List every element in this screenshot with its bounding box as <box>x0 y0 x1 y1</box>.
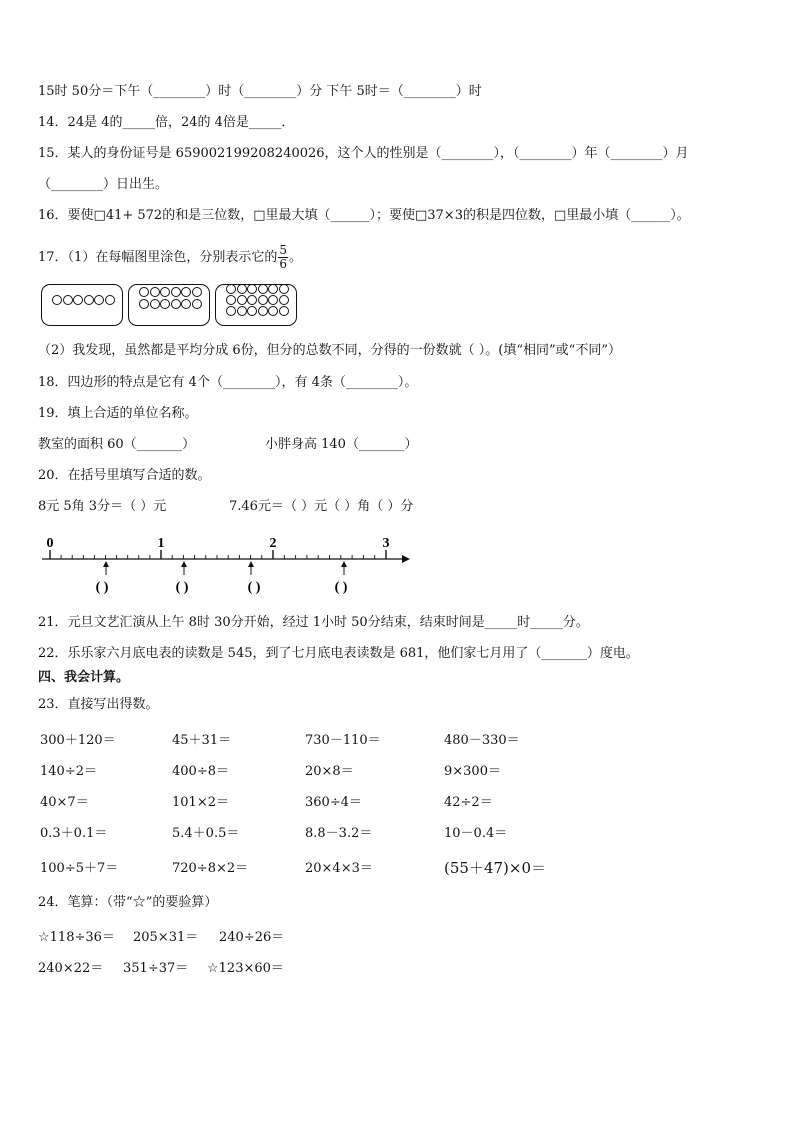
number-line <box>36 530 416 598</box>
circle[interactable] <box>192 299 202 309</box>
written-problem[interactable]: 351÷37＝ <box>123 961 189 976</box>
circle[interactable] <box>52 295 62 305</box>
q19-classroom-area: 教室的面积 60（_______） <box>38 437 196 452</box>
mental-problem[interactable]: 300＋120＝ <box>40 733 116 748</box>
circle[interactable] <box>247 295 257 305</box>
mental-problem[interactable]: 20×4×3＝ <box>305 861 373 876</box>
q17-part1-end: 。 <box>288 250 302 265</box>
q19-height: 小胖身高 140（_______） <box>265 437 418 452</box>
circle[interactable] <box>181 299 191 309</box>
mental-problem[interactable]: 8.8－3.2＝ <box>305 826 373 841</box>
written-problem[interactable]: 240÷26＝ <box>219 930 285 945</box>
nl-arrow-1 <box>103 561 109 575</box>
mental-problem[interactable]: 42÷2＝ <box>444 795 493 810</box>
circle[interactable] <box>105 295 115 305</box>
circle[interactable] <box>247 284 257 294</box>
mental-problem[interactable]: 360÷4＝ <box>305 795 362 810</box>
circle[interactable] <box>226 284 236 294</box>
nl-blank-1[interactable]: ( ) <box>95 580 109 595</box>
mental-problem[interactable]: 45＋31＝ <box>172 733 232 748</box>
mental-problem[interactable]: 100÷5＋7＝ <box>40 861 119 876</box>
q23: 23．直接写出得数。 <box>38 697 159 712</box>
circle[interactable] <box>268 284 278 294</box>
q14: 14．24是 4的_____倍，24的 4倍是_____． <box>38 115 295 130</box>
circle[interactable] <box>192 287 202 297</box>
fraction-numerator: 5 <box>279 243 287 257</box>
mental-problem[interactable]: 5.4＋0.5＝ <box>172 826 240 841</box>
circle[interactable] <box>258 306 268 316</box>
circle[interactable] <box>268 295 278 305</box>
written-problem[interactable]: 240×22＝ <box>38 961 104 976</box>
q19: 19．填上合适的单位名称。 <box>38 406 198 421</box>
section-4-heading: 四、我会计算。 <box>38 670 130 685</box>
written-problem[interactable]: ☆123×60＝ <box>207 961 284 976</box>
nl-blank-3[interactable]: ( ) <box>247 580 261 595</box>
q20-money-b: 7.46元＝（ ）元（ ）角（ ）分 <box>229 499 414 514</box>
q15-line1: 15．某人的身份证号是 659002199208240026，这个人的性别是（________），（________）年（________）月 <box>38 146 689 161</box>
circle[interactable] <box>237 306 247 316</box>
fraction-five-sixths <box>278 244 288 271</box>
circle[interactable] <box>171 287 181 297</box>
circle[interactable] <box>150 287 160 297</box>
circle[interactable] <box>247 306 257 316</box>
written-problem[interactable]: 205×31＝ <box>133 930 199 945</box>
q17-part1-text: 17．（1）在每幅图里涂色，分别表示它的 <box>38 250 278 265</box>
circle[interactable] <box>73 295 83 305</box>
mental-problem[interactable]: 480－330＝ <box>444 733 520 748</box>
nl-arrow-2 <box>181 561 187 575</box>
nl-blank-4[interactable]: ( ) <box>334 580 348 595</box>
nl-label-3: 3 <box>382 536 390 551</box>
mental-problem[interactable]: 101×2＝ <box>172 795 229 810</box>
circle[interactable] <box>94 295 104 305</box>
nl-label-2: 2 <box>269 536 277 551</box>
q18: 18．四边形的特点是它有 4个（________），有 4条（________）。 <box>38 375 418 390</box>
q13-time-conversion: 15时 50分＝下午（________）时（________）分 下午 5时＝（________）时 <box>38 84 482 99</box>
circle[interactable] <box>171 299 181 309</box>
circle[interactable] <box>139 299 149 309</box>
nl-arrow-3 <box>248 561 254 575</box>
circle-box-1[interactable] <box>41 284 123 326</box>
q24: 24．笔算：（带“☆”的要验算） <box>38 895 218 910</box>
mental-problem[interactable]: 140÷2＝ <box>40 764 97 779</box>
mental-problem[interactable]: 9×300＝ <box>444 764 501 779</box>
mental-problem[interactable]: 40×7＝ <box>40 795 89 810</box>
number-line-arrow <box>402 555 410 563</box>
mental-problem[interactable]: 0.3＋0.1＝ <box>40 826 108 841</box>
circle[interactable] <box>160 287 170 297</box>
mental-problem[interactable]: 20×8＝ <box>305 764 354 779</box>
circle[interactable] <box>139 287 149 297</box>
circle[interactable] <box>150 299 160 309</box>
q17-part1 <box>38 244 302 271</box>
circle[interactable] <box>84 295 94 305</box>
nl-arrow-4 <box>341 561 347 575</box>
written-problem[interactable]: ☆118÷36＝ <box>38 930 115 945</box>
q22: 22．乐乐家六月底电表的读数是 545，到了七月底电表读数是 681，他们家七月用了（_______）度电。 <box>38 646 639 661</box>
mental-problem[interactable]: 10－0.4＝ <box>444 826 508 841</box>
tick-group <box>50 550 386 559</box>
q16: 16．要使□41+ 572的和是三位数，□里最大填（______）；要使□37×3的积是四位数，□里最小填（______）。 <box>38 208 690 223</box>
circle[interactable] <box>279 306 289 316</box>
circle[interactable] <box>258 295 268 305</box>
circle[interactable] <box>268 306 278 316</box>
fraction-denominator: 6 <box>279 257 287 271</box>
mental-problem[interactable]: 720÷8×2＝ <box>172 861 249 876</box>
q20-money-a: 8元 5角 3分＝（ ）元 <box>38 499 167 514</box>
q20: 20．在括号里填写合适的数。 <box>38 468 211 483</box>
circle[interactable] <box>258 284 268 294</box>
nl-label-0: 0 <box>46 536 54 551</box>
circle[interactable] <box>279 295 289 305</box>
circle[interactable] <box>63 295 73 305</box>
circle[interactable] <box>160 299 170 309</box>
mental-problem[interactable]: 730－110＝ <box>305 733 381 748</box>
nl-blank-2[interactable]: ( ) <box>175 580 189 595</box>
circle[interactable] <box>226 295 236 305</box>
q17-part2: （2）我发现，虽然都是平均分成 6份，但分的总数不同，分得的一份数就（ ）。(填“相同”或“不同”） <box>38 343 621 358</box>
nl-label-1: 1 <box>157 536 165 551</box>
q21: 21．元旦文艺汇演从上午 8时 30分开始，经过 1小时 50分结束，结束时间是_____时_____分。 <box>38 615 589 630</box>
circle[interactable] <box>226 306 236 316</box>
mental-problem[interactable]: 400÷8＝ <box>172 764 229 779</box>
circle[interactable] <box>237 284 247 294</box>
q15-line2: （________）日出生。 <box>38 177 169 192</box>
circle[interactable] <box>237 295 247 305</box>
circle[interactable] <box>279 284 289 294</box>
mental-problem[interactable]: (55＋47)×0＝ <box>444 859 546 877</box>
circle[interactable] <box>181 287 191 297</box>
